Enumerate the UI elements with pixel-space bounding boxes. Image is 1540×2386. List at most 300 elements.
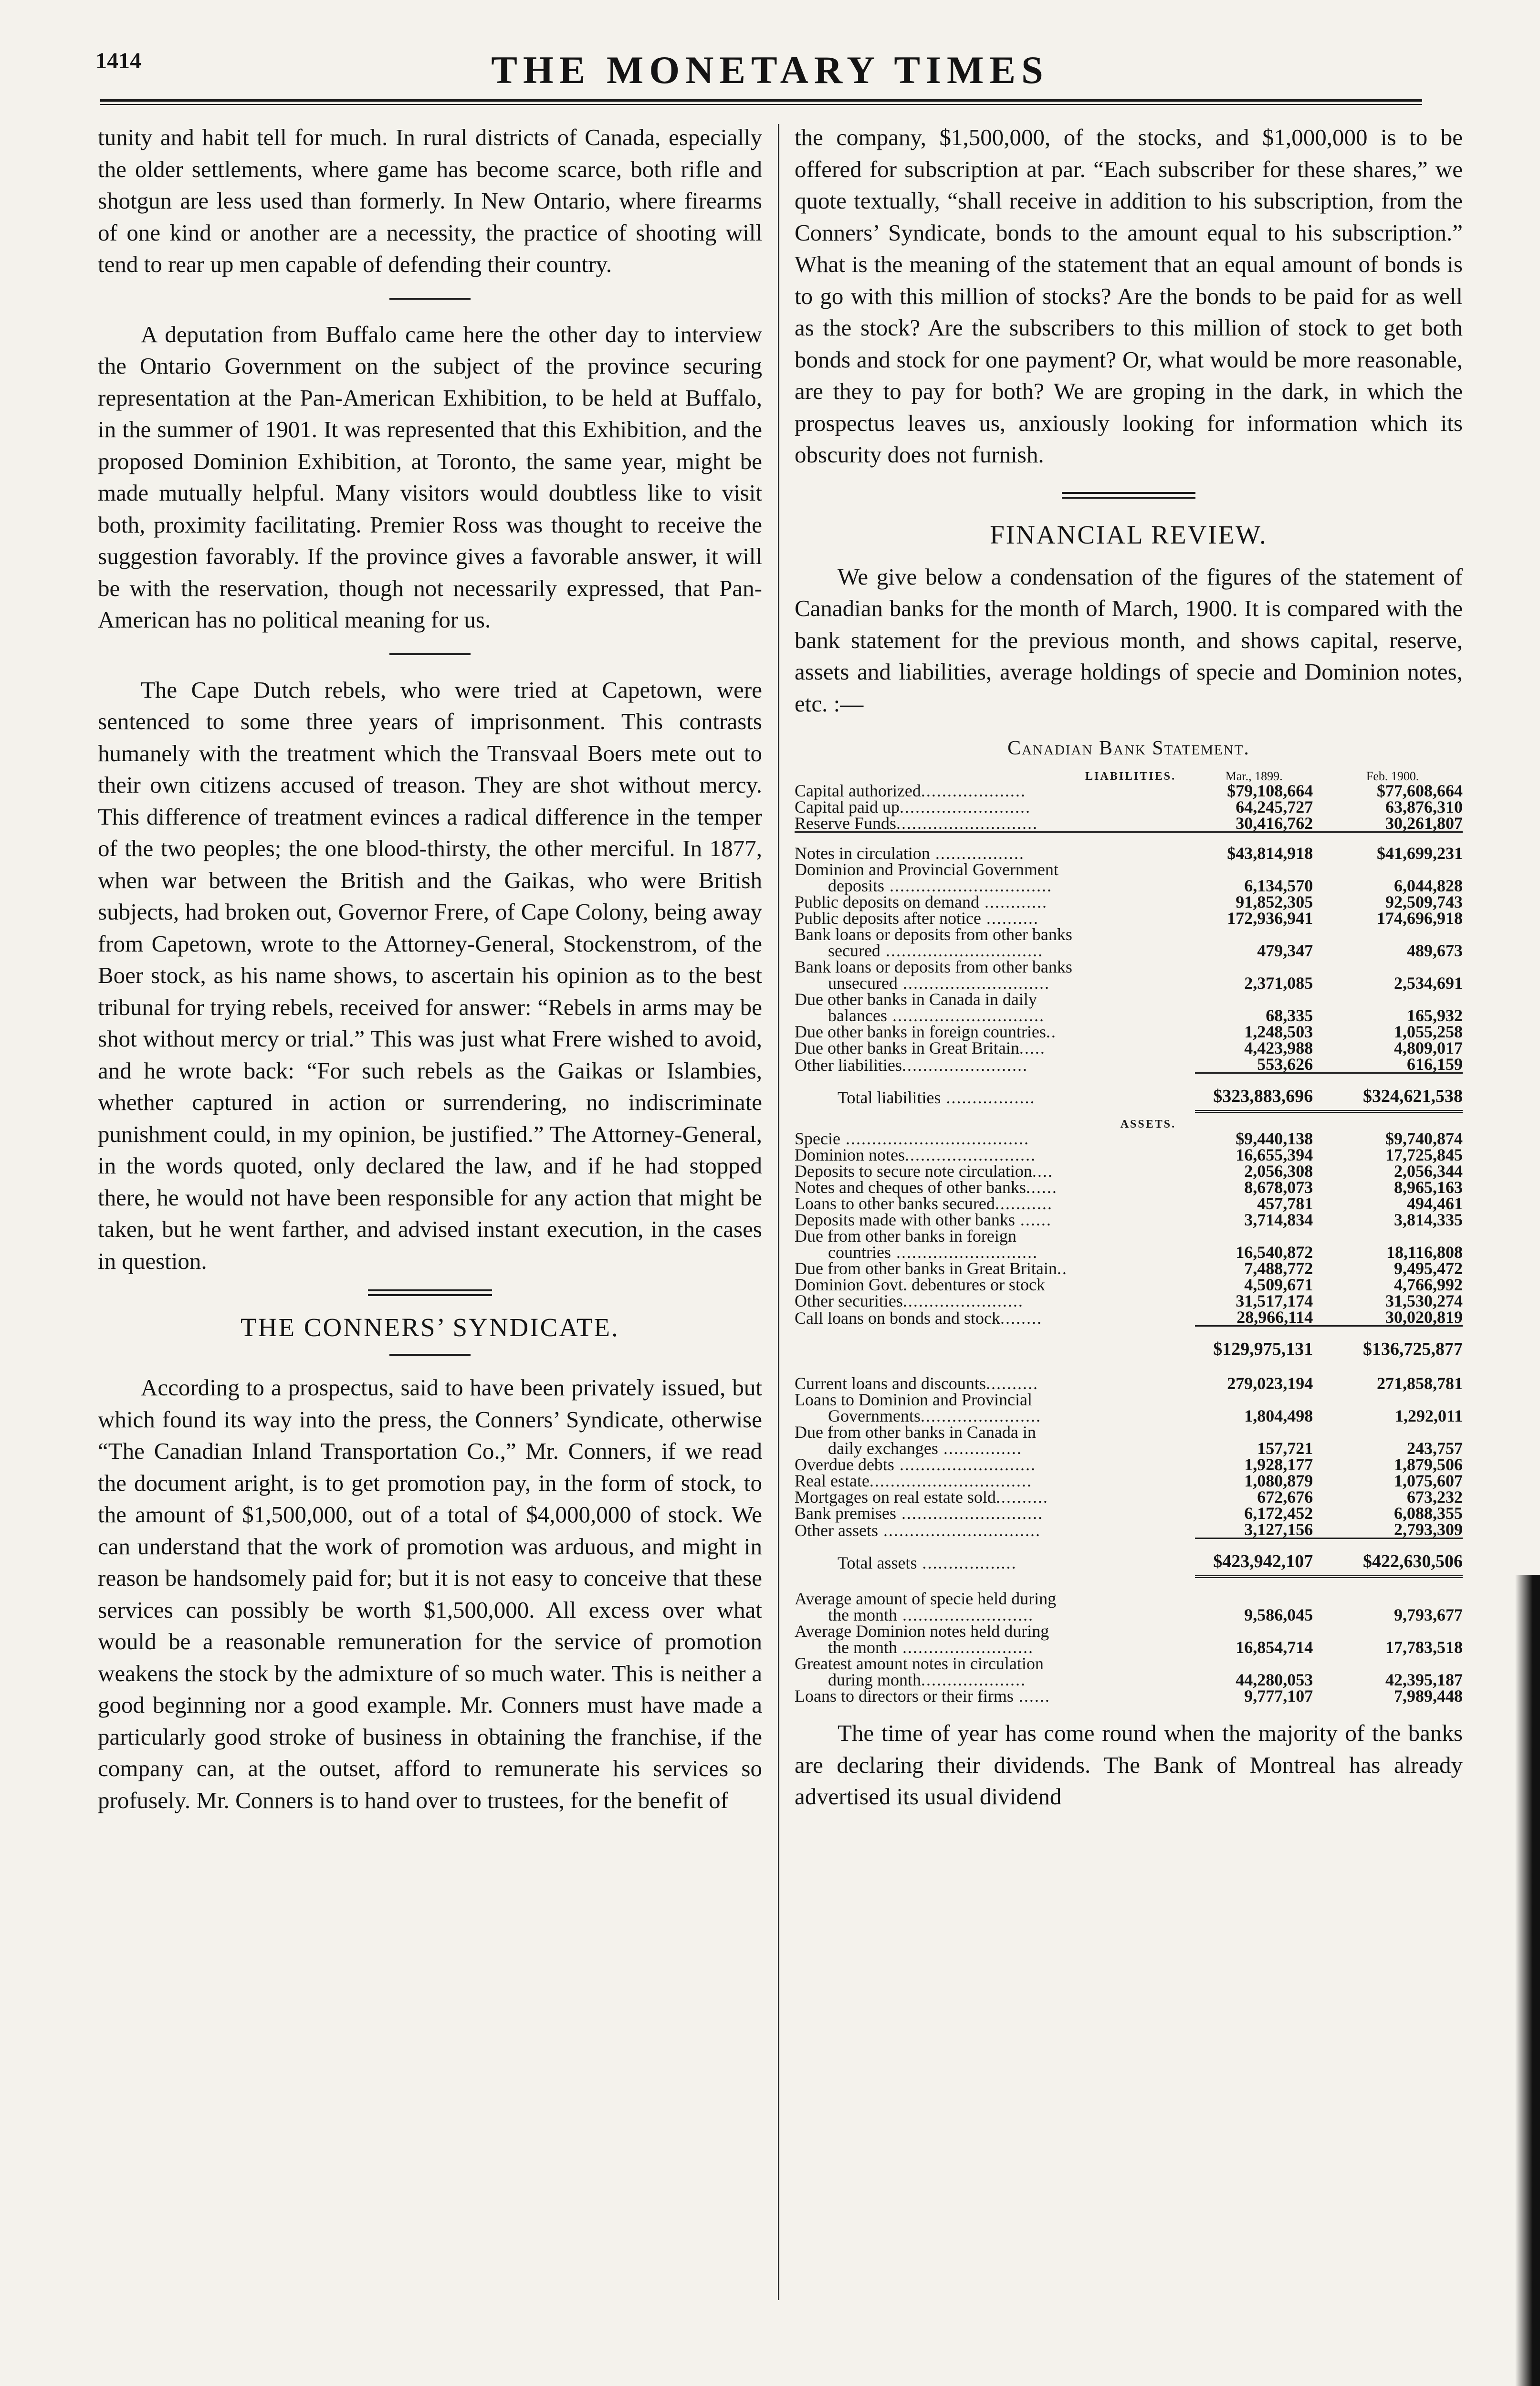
value-mar-1899: [1195, 1392, 1322, 1408]
assets-rows: [795, 1130, 1463, 1326]
statement-row: [795, 1672, 1463, 1688]
row-label-text: Total assets: [838, 1553, 917, 1572]
row-label-text: Notes in circulation: [795, 844, 930, 863]
value-mar-1899: 9,777,107: [1244, 1686, 1313, 1706]
section-separator: [389, 653, 471, 655]
value-feb-1900: 2,056,344: [1394, 1162, 1463, 1181]
averages-rows: [795, 1591, 1463, 1704]
value-feb-1900: 2,793,309: [1394, 1520, 1463, 1539]
leader-dots: ....................: [921, 781, 1026, 800]
row-label: [795, 1056, 1195, 1073]
leader-dots: ...........: [995, 1194, 1053, 1213]
row-label-text: the month: [828, 1638, 897, 1657]
statement-row: [795, 1591, 1463, 1607]
statement-row: [795, 1489, 1463, 1505]
value-mar-1899: 16,655,394: [1236, 1145, 1313, 1164]
row-label: [795, 1228, 1195, 1244]
row-label-text: Other securities: [795, 1291, 903, 1310]
row-label: [795, 1244, 1195, 1260]
value-feb-1900: 1,075,607: [1394, 1471, 1463, 1490]
value-mar-1899: 3,714,834: [1244, 1210, 1313, 1229]
value-mar-1899: 9,586,045: [1244, 1605, 1313, 1624]
liabilities-heading: LIABILITIES.: [1085, 770, 1176, 783]
value-feb-1900: 4,809,017: [1394, 1038, 1463, 1057]
statement-row: [795, 1163, 1463, 1179]
leader-dots: ...........................: [890, 1243, 1038, 1262]
row-label: [795, 975, 1195, 991]
value-mar-1899: 4,423,988: [1244, 1038, 1313, 1057]
value-feb-1900: 489,673: [1407, 941, 1463, 960]
row-label: [795, 1130, 1195, 1147]
statement-row: [795, 1655, 1463, 1672]
row-label: [795, 1456, 1195, 1473]
row-label-text: Loans to Dominion and Provincial: [795, 1390, 1032, 1409]
leader-dots: ..........: [995, 1487, 1048, 1507]
value-mar-1899: 30,416,762: [1236, 814, 1313, 833]
leader-dots: .......................: [920, 1406, 1041, 1425]
leader-dots: .........................: [905, 1145, 1036, 1164]
leader-dots: ....................: [921, 1670, 1026, 1689]
masthead: THE MONETARY TIMES: [491, 48, 1049, 92]
value-mar-1899: $323,883,696: [1195, 1073, 1322, 1112]
leader-dots: .......................: [902, 1291, 1024, 1310]
row-label: [795, 1293, 1195, 1309]
statement-row: [795, 1007, 1463, 1024]
row-label-text: during month: [828, 1670, 921, 1689]
statement-row: [795, 894, 1463, 910]
article-paragraph: According to a prospectus, said to have been privately issued, but which found its way into the press, the Conners’ Syndicate, otherwise “The Canadian Inland Transportation Co.,” Mr. Conners, if we read the document aright, is to get promotion pay, in the form of stock, to the amount of $1,500,000, out of a total of $4,000,000 of stock. We can understand that the work of promotion was arduous, and might in reason be handsomely paid for; but it is not easy to conceive that these services can possibly be worth $1,500,000. All excess over what would be a reasonable remuneration for the service of promotion weakens the stock by the admixture of so much water. This is neither a good beginning nor a good example. Mr. Conners must have made a particularly good stroke of business in obtaining the franchise, if the company can, at the outset, afford to remunerate his services so profusely. Mr. Conners is to hand over to trustees, for the benefit of: [98, 1374, 762, 1813]
header-rule: [100, 99, 1422, 102]
value-feb-1900: [1322, 1392, 1463, 1408]
statement-row: [795, 1473, 1463, 1489]
row-label-text: unsecured: [828, 973, 898, 993]
row-label-text: Total liabilities: [838, 1088, 941, 1107]
row-label: [795, 783, 1195, 799]
article-paragraph: the company, $1,500,000, of the stocks, and $1,000,000 is to be offered for subscription at par. “Each subscriber for these shares,” we quote textually, “shall receive in addition to his subscription, from the Conners’ Syndicate, bonds to the amount equal to his subscription.” What is the meaning of the statement that an equal amount of bonds is to go with this million of stocks? Are the bonds to be paid for as well as the stock? Are the subscribers to this million of stock to get both bonds and stock for one payment? Or, what would be more reasonable, are they to pay for both? We are groping in the dark, in which the prospectus leaves us, anxiously looking for information which its obscurity does not furnish.: [795, 124, 1463, 468]
value-feb-1900: 673,232: [1407, 1487, 1463, 1507]
row-label: [795, 1375, 1195, 1392]
value-mar-1899: $43,814,918: [1227, 844, 1313, 863]
value-feb-1900: 271,858,781: [1377, 1374, 1463, 1393]
leader-dots: ..............................: [880, 941, 1043, 960]
statement-row: [795, 1040, 1463, 1056]
row-label-text: Public deposits on demand: [795, 892, 979, 911]
row-label: [795, 1024, 1195, 1040]
leader-dots: .................: [941, 1088, 1036, 1107]
row-label: [795, 1179, 1195, 1195]
row-label: [795, 1639, 1195, 1655]
row-label-text: Public deposits after notice: [795, 909, 981, 928]
value-feb-1900: 2,534,691: [1394, 973, 1463, 993]
statement-row: [795, 1505, 1463, 1521]
statement-row: [795, 878, 1463, 894]
value-mar-1899: 68,335: [1266, 1006, 1313, 1025]
leader-dots: ...............................: [869, 1471, 1032, 1490]
value-feb-1900: 8,965,163: [1394, 1178, 1463, 1197]
statement-row: [795, 926, 1463, 942]
statement-row: [795, 1424, 1463, 1440]
row-label: [795, 1473, 1195, 1489]
value-feb-1900: 1,879,506: [1394, 1455, 1463, 1474]
row-label-text: Dominion notes: [795, 1145, 905, 1164]
row-label-text: Bank premises: [795, 1504, 896, 1523]
row-label: [795, 1538, 1195, 1577]
liabilities-rows: [795, 845, 1463, 1073]
leader-dots: ..........................: [894, 1455, 1036, 1474]
row-label: [795, 1392, 1195, 1408]
row-label-text: Due other banks in Great Britain: [795, 1038, 1019, 1057]
value-feb-1900: 3,814,335: [1394, 1210, 1463, 1229]
row-label: [795, 1424, 1195, 1440]
statement-row: [795, 1024, 1463, 1040]
row-label: [795, 1505, 1195, 1521]
leader-dots: ......: [1026, 1178, 1058, 1197]
statement-row: [795, 975, 1463, 991]
value-feb-1900: [1322, 1228, 1463, 1244]
value-mar-1899: 4,509,671: [1244, 1275, 1313, 1294]
value-mar-1899: 672,676: [1257, 1487, 1313, 1507]
value-mar-1899: [1195, 926, 1322, 942]
value-mar-1899: 279,023,194: [1227, 1374, 1313, 1393]
row-label: [795, 1326, 1195, 1363]
value-feb-1900: 6,088,355: [1394, 1504, 1463, 1523]
row-label-text: secured: [828, 941, 880, 960]
leader-dots: ..................: [917, 1553, 1017, 1572]
leader-dots: ..........: [981, 909, 1039, 928]
row-label: [795, 1655, 1195, 1672]
column-header-mar: Mar., 1899.: [1225, 769, 1283, 783]
value-mar-1899: 31,517,174: [1236, 1291, 1313, 1310]
row-label-text: Overdue debts: [795, 1455, 894, 1474]
value-mar-1899: 1,248,503: [1244, 1022, 1313, 1041]
row-label-text: Capital authorized: [795, 781, 921, 800]
leader-dots: ...........................: [896, 1504, 1043, 1523]
statement-row: [795, 1408, 1463, 1424]
statement-row: [795, 783, 1463, 799]
leader-dots: .....: [1019, 1038, 1046, 1057]
article-paragraph: The Cape Dutch rebels, who were tried at Capetown, were sentenced to some three years of imprisonment. This contrasts humanely with the treatment which the Transvaal Boers mete out to their own citizens accused of treason. They are shot without mercy. This difference of treatment evinces a radical difference in the temper of the two peoples; the one blood-thirsty, the other merciful. In 1877, when war between the British and the Gaikas, who were British subjects, had broken out, Governor Frere, of Cape Colony, being away from Capetown, wrote to the Attorney-General, Stockenstrom, of the Boer stock, as his name shows, to ascertain his opinion as to the best tribunal for trying rebels, received for answer: “Rebels in arms may be shot without mercy or trial.” This was just what Frere wished to avoid, and he wrote back: “For such rebels as the Gaikas or Islambies, whether captured in action or surrendering, no indiscriminate punishment could, in my opinion, be justified.” The Attorney-General, in the words quoted, only declared the law, and if he had stopped there, he would not have been responsible for any action that might be taken, but he went farther, and advised instant execution, in the cases in question.: [98, 676, 762, 1274]
row-label-text: deposits: [828, 876, 885, 895]
statement-row: [795, 1456, 1463, 1473]
value-mar-1899: [1195, 861, 1322, 878]
statement-row: [795, 861, 1463, 878]
statement-row: [795, 910, 1463, 926]
statement-row: [795, 1212, 1463, 1228]
value-mar-1899: 44,280,053: [1236, 1670, 1313, 1689]
value-mar-1899: 457,781: [1257, 1194, 1313, 1213]
statement-row: [795, 1392, 1463, 1408]
row-label-text: balances: [828, 1006, 887, 1025]
row-label-text: Bank loans or deposits from other banks: [795, 925, 1072, 944]
row-label: [795, 910, 1195, 926]
section-separator: [389, 1354, 471, 1356]
value-feb-1900: 1,055,258: [1394, 1022, 1463, 1041]
row-label: [795, 799, 1195, 815]
bank-statement-table: [795, 770, 1463, 1704]
value-feb-1900: [1322, 1424, 1463, 1440]
row-label-text: Due other banks in foreign countries: [795, 1022, 1046, 1041]
leader-dots: ..: [1046, 1022, 1057, 1041]
row-label-text: Due from other banks in foreign: [795, 1226, 1016, 1245]
row-label: [795, 1147, 1195, 1163]
value-feb-1900: [1322, 926, 1463, 942]
row-label: [795, 815, 1195, 832]
value-feb-1900: $136,725,877: [1322, 1326, 1463, 1363]
row-label: [795, 1277, 1195, 1293]
statement-row: [795, 1228, 1463, 1244]
row-label-text: Dominion and Provincial Government: [795, 860, 1058, 879]
double-rule: [1062, 492, 1195, 499]
statement-row: [795, 942, 1463, 959]
statement-row: [795, 959, 1463, 975]
leader-dots: ........: [1000, 1308, 1042, 1328]
value-mar-1899: 479,347: [1257, 941, 1313, 960]
leader-dots: ..: [1057, 1259, 1068, 1278]
double-rule: [368, 1289, 492, 1296]
row-label-text: Current loans and discounts: [795, 1374, 986, 1393]
value-feb-1900: 174,696,918: [1377, 909, 1463, 928]
row-label-text: Loans to other banks secured: [795, 1194, 995, 1213]
row-label: [795, 942, 1195, 959]
leader-dots: .........................: [899, 797, 1031, 816]
page-number: 1414: [95, 48, 141, 73]
statement-row: [795, 1056, 1463, 1073]
statement-row: [795, 1309, 1463, 1326]
value-mar-1899: 1,804,498: [1244, 1406, 1313, 1425]
statement-row: [795, 845, 1463, 861]
value-mar-1899: $9,440,138: [1236, 1129, 1313, 1148]
value-feb-1900: $77,608,664: [1377, 781, 1463, 800]
value-feb-1900: 92,509,743: [1385, 892, 1463, 911]
article-paragraph: The time of year has come round when the majority of the banks are declaring their dividends. The Bank of Montreal has already advertised its usual dividend: [795, 1720, 1463, 1810]
row-label-text: Due from other banks in Canada in: [795, 1423, 1036, 1442]
value-mar-1899: 8,678,073: [1244, 1178, 1313, 1197]
total-assets: [795, 1538, 1463, 1577]
row-label: [795, 861, 1195, 878]
article-paragraph: We give below a condensation of the figures of the statement of Canadian banks for the month of March, 1900. It is compared with the bank statement for the previous month, and shows capital, reserve, assets and liabilities, average holdings of specie and Dominion notes, etc. :—: [795, 563, 1463, 717]
total-liabilities: [795, 1073, 1463, 1112]
statement-row: [795, 1607, 1463, 1623]
value-feb-1900: 42,395,187: [1385, 1670, 1463, 1689]
value-feb-1900: 616,159: [1407, 1055, 1463, 1074]
row-label: [795, 845, 1195, 861]
value-mar-1899: [1195, 1591, 1322, 1607]
value-mar-1899: $423,942,107: [1195, 1538, 1322, 1577]
row-label: [795, 1007, 1195, 1024]
statement-row: [795, 1688, 1463, 1704]
row-label: [795, 1489, 1195, 1505]
row-label: [795, 1440, 1195, 1456]
statement-row: [795, 815, 1463, 832]
row-label: [795, 894, 1195, 910]
statement-row: [795, 1147, 1463, 1163]
value-feb-1900: $324,621,538: [1322, 1073, 1463, 1112]
statement-row: [795, 1130, 1463, 1147]
statement-row: [795, 1244, 1463, 1260]
row-label: [795, 1260, 1195, 1277]
article-paragraph: tunity and habit tell for much. In rural districts of Canada, especially the older settlements, where game has become scarce, both rifle and shotgun are less used than formerly. In New Ontario, where firearms of one kind or another are a necessity, the practice of shooting will tend to rear up men capable of defending their country.: [98, 124, 762, 277]
leader-dots: .............................: [887, 1006, 1045, 1025]
value-feb-1900: [1322, 861, 1463, 878]
statement-row: [795, 1623, 1463, 1639]
value-mar-1899: 172,936,941: [1227, 909, 1313, 928]
statement-row: [795, 799, 1463, 815]
value-feb-1900: 30,261,807: [1385, 814, 1463, 833]
row-label: [795, 1408, 1195, 1424]
value-mar-1899: 28,966,114: [1236, 1308, 1313, 1327]
value-mar-1899: 6,134,570: [1244, 876, 1313, 895]
row-label-text: Due from other banks in Great Britain: [795, 1259, 1057, 1278]
value-feb-1900: [1322, 1655, 1463, 1672]
value-mar-1899: 2,056,308: [1244, 1162, 1313, 1181]
assets-subtotal-row: [795, 1326, 1463, 1376]
value-feb-1900: 31,530,274: [1385, 1291, 1463, 1310]
leader-dots: ..........: [985, 1374, 1038, 1393]
value-mar-1899: 64,245,727: [1236, 797, 1313, 816]
statement-row: [795, 1375, 1463, 1392]
article-paragraph: A deputation from Buffalo came here the other day to interview the Ontario Government on the subject of the province securing representation at the Pan-American Exhibition, to be held at Buffalo, in the summer of 1901. It was represented that this Exhibition, and the proposed Dominion Exhibition, at Toronto, the same year, might be made mutually helpful. Many visitors would doubtless like to visit both, proximity facilitating. Premier Ross was thought to receive the suggestion favorably. If the province gives a favorable answer, it will be with the reservation, though not necessarily expressed, that Pan-American has no political meaning for us.: [98, 321, 762, 633]
row-label: [795, 959, 1195, 975]
statement-title: Canadian Bank Statement.: [1007, 737, 1250, 759]
row-label-text: Due other banks in Canada in daily: [795, 990, 1037, 1009]
row-label-text: Average amount of specie held during: [795, 1589, 1057, 1608]
value-feb-1900: 63,876,310: [1385, 797, 1463, 816]
leader-dots: .................: [930, 844, 1025, 863]
value-feb-1900: $41,699,231: [1377, 844, 1463, 863]
total-liabilities-row: [795, 1073, 1463, 1112]
value-mar-1899: 16,854,714: [1236, 1638, 1313, 1657]
row-label: [795, 1212, 1195, 1228]
value-mar-1899: [1195, 959, 1322, 975]
total-assets-row: [795, 1538, 1463, 1591]
value-mar-1899: [1195, 1424, 1322, 1440]
assets-subtotal: [795, 1326, 1463, 1363]
value-mar-1899: 157,721: [1257, 1439, 1313, 1458]
row-label-text: Dominion Govt. debentures or stock: [795, 1275, 1045, 1294]
value-mar-1899: 16,540,872: [1236, 1243, 1313, 1262]
value-feb-1900: 17,725,845: [1385, 1145, 1463, 1164]
row-label-text: Other assets: [795, 1520, 878, 1540]
value-feb-1900: 4,766,992: [1394, 1275, 1463, 1294]
column-header-feb: Feb. 1900.: [1366, 769, 1419, 783]
statement-row: [795, 1260, 1463, 1277]
row-label-text: daily exchanges: [828, 1439, 938, 1458]
row-label-text: Governments: [828, 1406, 921, 1425]
section-title-financial: FINANCIAL REVIEW.: [990, 520, 1268, 549]
row-label-text: Deposits made with other banks: [795, 1210, 1015, 1229]
value-feb-1900: $9,740,874: [1385, 1129, 1463, 1148]
value-mar-1899: 6,172,452: [1244, 1504, 1313, 1523]
row-label-text: countries: [828, 1243, 891, 1262]
leader-dots: ......: [1015, 1210, 1052, 1229]
row-label: [795, 1073, 1195, 1112]
row-label: [795, 926, 1195, 942]
value-feb-1900: 1,292,011: [1394, 1406, 1463, 1425]
statement-row: [795, 1277, 1463, 1293]
right-column: [795, 122, 1463, 1813]
value-feb-1900: 243,757: [1407, 1439, 1463, 1458]
value-mar-1899: 7,488,772: [1244, 1259, 1313, 1278]
assets-heading: ASSETS.: [1120, 1118, 1176, 1130]
value-feb-1900: 9,793,677: [1394, 1605, 1463, 1624]
statement-row: [795, 1195, 1463, 1212]
leader-dots: .........................: [897, 1638, 1034, 1657]
row-label-text: Bank loans or deposits from other banks: [795, 957, 1072, 976]
leader-dots: ......: [1013, 1686, 1050, 1706]
page-edge-shadow: [1515, 1575, 1540, 2386]
row-label: [795, 1607, 1195, 1623]
value-feb-1900: [1322, 959, 1463, 975]
value-feb-1900: 7,989,448: [1394, 1686, 1463, 1706]
row-label: [795, 1672, 1195, 1688]
assets-rows-2: [795, 1375, 1463, 1538]
row-label-text: Deposits to secure note circulation: [795, 1162, 1032, 1181]
row-label-text: the month: [828, 1605, 897, 1624]
statement-row: [795, 1179, 1463, 1195]
section-title-conners: THE CONNERS’ SYNDICATE.: [241, 1313, 619, 1342]
statement-row: [795, 1440, 1463, 1456]
statement-row: [795, 991, 1463, 1007]
value-mar-1899: [1195, 1228, 1322, 1244]
value-mar-1899: [1195, 1655, 1322, 1672]
leader-dots: ..............................: [878, 1520, 1041, 1540]
row-label: [795, 1163, 1195, 1179]
value-feb-1900: [1322, 1623, 1463, 1639]
row-label-text: Greatest amount notes in circulation: [795, 1654, 1044, 1673]
section-separator: [389, 298, 471, 300]
row-label: [795, 1309, 1195, 1326]
row-label-text: Notes and cheques of other banks: [795, 1178, 1026, 1197]
value-mar-1899: 553,626: [1257, 1055, 1313, 1074]
statement-row: [795, 1293, 1463, 1309]
value-mar-1899: 2,371,085: [1244, 973, 1313, 993]
value-mar-1899: 1,928,177: [1244, 1455, 1313, 1474]
row-label: [795, 878, 1195, 894]
row-label: [795, 1040, 1195, 1056]
value-feb-1900: 165,932: [1407, 1006, 1463, 1025]
spacer-row: [795, 1577, 1463, 1591]
statement-row: [795, 1521, 1463, 1538]
value-mar-1899: $129,975,131: [1195, 1326, 1322, 1363]
row-label-text: Loans to directors or their firms: [795, 1686, 1014, 1706]
row-label: [795, 991, 1195, 1007]
value-feb-1900: $422,630,506: [1322, 1538, 1463, 1577]
column-divider: [778, 124, 779, 2300]
leader-dots: ...........................: [896, 814, 1038, 833]
value-feb-1900: [1322, 991, 1463, 1007]
row-label: [795, 1195, 1195, 1212]
row-label-text: Average Dominion notes held during: [795, 1622, 1049, 1641]
value-mar-1899: [1195, 1623, 1322, 1639]
value-feb-1900: 30,020,819: [1385, 1308, 1463, 1327]
row-label-text: Call loans on bonds and stock: [795, 1308, 1000, 1328]
leader-dots: ...............................: [884, 876, 1053, 895]
value-feb-1900: 9,495,472: [1394, 1259, 1463, 1278]
value-mar-1899: 91,852,305: [1236, 892, 1313, 911]
row-label-text: Real estate: [795, 1471, 870, 1490]
leader-dots: ...................................: [840, 1129, 1029, 1148]
row-label-text: Capital paid up: [795, 797, 900, 816]
leader-dots: ............................: [897, 973, 1050, 993]
value-mar-1899: [1195, 991, 1322, 1007]
leader-dots: ............: [979, 892, 1048, 911]
row-label: [795, 1688, 1195, 1704]
statement-row: [795, 1639, 1463, 1655]
value-feb-1900: 17,783,518: [1385, 1638, 1463, 1657]
value-feb-1900: [1322, 1591, 1463, 1607]
capital-rows: [795, 783, 1463, 832]
value-feb-1900: 6,044,828: [1394, 876, 1463, 895]
